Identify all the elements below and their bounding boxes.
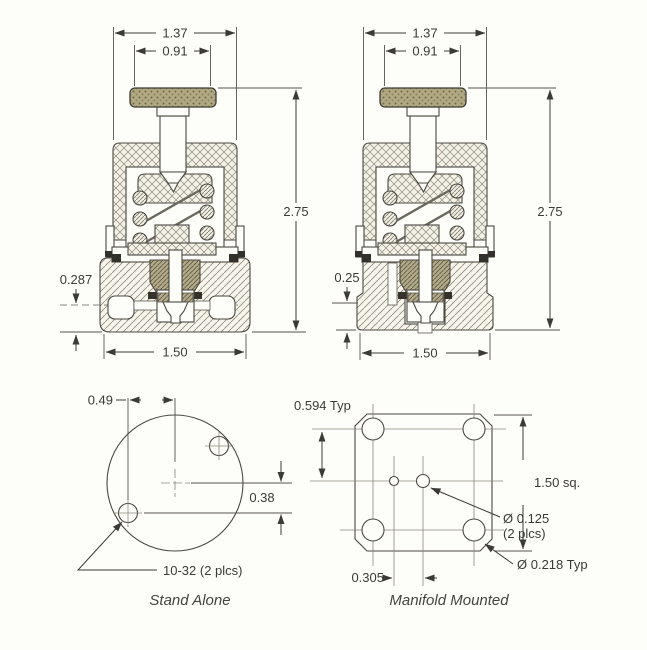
dim-hole-offset-y: 0.38 [249,490,275,505]
dim-port-height: 0.287 [59,272,93,287]
port-hole-qty-note: (2 plcs) [503,526,546,541]
corner-hole [463,519,485,541]
dim-overall-height: 2.75 [537,204,563,219]
stand-alone-bottom-view [78,393,292,610]
dim-outer-width: 1.37 [412,25,438,41]
stand-alone-cross-section [60,88,250,332]
right-port [209,296,235,319]
stand-alone-caption: Stand Alone [149,592,231,609]
dim-port-height: 0.25 [334,270,360,285]
dim-base-width: 1.50 [412,345,438,361]
dim-outer-width: 1.37 [162,25,188,41]
corner-hole [463,418,485,440]
corner-hole [362,418,384,440]
dim-knob-width: 0.91 [412,43,438,59]
corner-hole [362,519,384,541]
dim-corner-hole-offset: 0.594 Typ [294,398,351,413]
dim-overall-height: 2.75 [283,204,309,219]
port-hole [390,477,399,486]
port-hole-dia-note: Ø 0.125 [503,511,550,526]
manifold-caption: Manifold Mounted [389,592,509,609]
dim-port-hole-spacing: 0.305 [351,570,384,585]
left-port [108,296,134,319]
thread-note: 10-32 (2 plcs) [163,563,243,578]
dim-base-width: 1.50 [162,344,188,360]
port-hole [417,475,430,488]
dim-knob-width: 0.91 [162,43,188,59]
manifold-bottom-view [294,398,588,609]
manifold-cross-section [355,88,495,333]
corner-hole-dia-note: Ø 0.218 Typ [517,557,588,572]
dim-plate-size: 1.50 sq. [534,475,581,490]
dim-hole-offset-x: 0.49 [87,392,113,408]
